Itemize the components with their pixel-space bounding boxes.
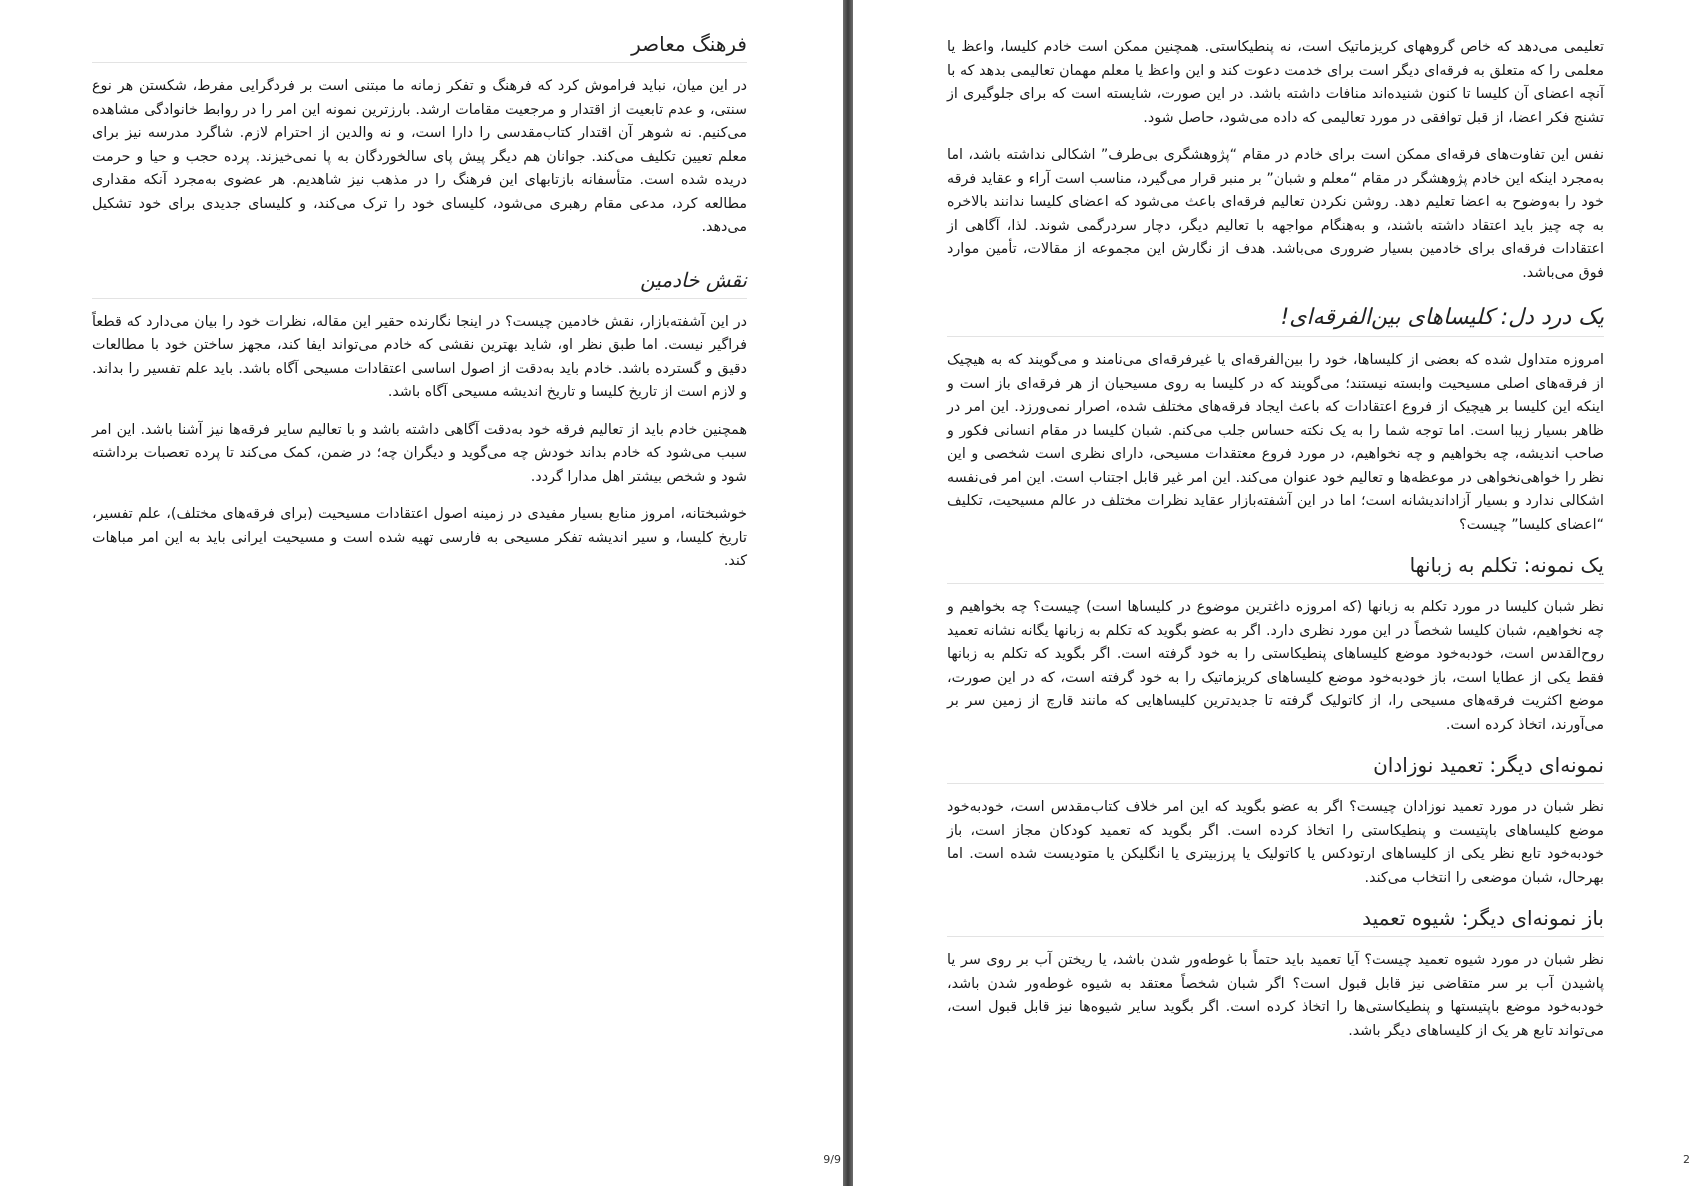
section-heading-role-of-ministers: نقش خادمین [92, 268, 747, 299]
paragraph: امروزه متداول شده که بعضی از کلیساها، خود را بین‌الفرقه‌ای یا غیرفرقه‌ای می‌نامند و می‌گویند که به هیچیک از فرقه‌های اصلی مسیحیت وابسته نیستند؛ می‌گویند که در کلیسا به روی مسیحیان از هر فرقه‌ای باز است و اینکه این کلیسا بر هیچیک از فروع اعتقادات که باعث ایجاد فرقه‌های مختلف شده، اصرار نمی‌ورزد. این امر در ظاهر بسیار زیبا است. اما توجه شما را به یک نکته حساس جلب می‌کنم. شبان کلیسا در مقام انسانی فکور و صاحب اندیشه، چه بخواهیم و چه نخواهیم، در مورد فروع معتقدات مسیحی، دارای نظری است شخصی و این نظر را خواهی‌نخواهی در موعظه‌ها و تعالیم خود عنوان می‌کند. این امر غیر قابل اجتناب است. این امر فی‌نفسه اشکالی ندارد و بسیار آزاداندیشانه است؛ اما در این آشفته‌بازار عقاید نظرات مختلف در عالم مسیحیت، تکلیف “اعضای کلیسا” چیست؟ [947, 352, 1604, 533]
section-heading-infant-baptism: نمونه‌ای دیگر: تعمید نوزادان [947, 753, 1604, 784]
left-page [0, 0, 843, 1186]
paragraph: تعلیمی می‌دهد که خاص گروههای کریزماتیک است، نه پنطیکاستی. همچنین ممکن است خادم کلیسا، واعظ یا معلمی را که متعلق به فرقه‌ای دیگر است برای خدمت دعوت کند و این واعظ یا معلم مهمان تعالیمی بدهد که با آنچه اعضای آن کلیسا تا کنون شنیده‌اند منافات داشته باشد. در این صورت، شایسته است که برای جلوگیری از تشنج فکر اعضا، از قبل توافقی در مورد تعالیمی که داده می‌شود، حاصل شود. [947, 39, 1604, 126]
paragraph: نظر شبان کلیسا در مورد تکلم به زبانها (که امروزه داغترین موضوع در کلیساها است) چیست؟ چه بخواهیم و چه نخواهیم، شبان کلیسا شخصاً در این مورد نظری دارد. اگر به عضو بگوید که تکلم به زبانها یگانه نشانه تعمید روح‌القدس است، خودبه‌خود موضع کلیساهای پنطیکاستی را به خود گرفته است. اگر بگوید که تکلم به زبانها فقط یکی از عطایا است، باز خودبه‌خود موضع کلیساهای کریزماتیک را به خود گرفته است، که در این صورت، موضع اکثریت فرقه‌های مسیحی را، از کاتولیک گرفته تا جدیدترین کلیساهایی که مانند قارچ از زمین سر بر می‌آورند، اتخاذ کرده است. [947, 599, 1604, 733]
paragraph: همچنین خادم باید از تعالیم فرقه خود به‌دقت آگاهی داشته باشد و با تعالیم سایر فرقه‌ها نیز آشنا باشد. این امر سبب می‌شود که خادم بداند خودش چه می‌گوید و دیگران چه؛ در ضمن، کمک می‌کند تا پرده تعصبات برداشته شود و شخص بیشتر اهل مدارا گردد. [92, 421, 747, 485]
page-divider [843, 0, 853, 1186]
paragraph: در این آشفته‌بازار، نقش خادمین چیست؟ در اینجا نگارنده حقیر این مقاله، نظرات خود را بیان می‌دارد که قطعاً فراگیر نیست. اما طبق نظر او، شاید بهترین نقشی که خادم می‌تواند ایفا کند، مجهز ساختن خود با مطالعات دقیق و گسترده باشد. خادم باید به‌دقت از اصول اساسی اعتقادات مسیحی آگاه باشد. باید علم تفسیر را بداند. و لازم است از تاریخ کلیسا و تاریخ اندیشه مسیحی آگاه باشد. [92, 313, 747, 400]
left-page-content [92, 32, 747, 574]
paragraph: خوشبختانه، امروز منابع بسیار مفیدی در زمینه اصول اعتقادات مسیحیت (برای فرقه‌های مختلف)، علم تفسیر، تاریخ کلیسا، و سیر اندیشه تفکر مسیحی به فارسی تهیه شده است و مسیحیت ایرانی باید به این امر مباهات کند. [92, 506, 747, 569]
section-heading-speaking-in-tongues: یک نمونه: تکلم به زبانها [947, 553, 1604, 584]
page-number: 2 [1683, 1153, 1690, 1166]
section-heading-baptism-method: باز نمونه‌ای دیگر: شیوه تعمید [947, 906, 1604, 937]
right-page [853, 0, 1690, 1186]
paragraph: نفس این تفاوت‌های فرقه‌ای ممکن است برای خادم در مقام “پژوهشگری بی‌طرف” اشکالی نداشته باشد، اما به‌مجرد اینکه این خادم پژوهشگر در مقام “معلم و شبان” بر منبر قرار می‌گیرد، مناسب است آراء و عقاید فرقه خود را به‌وضوح به اعضا تعلیم دهد. روشن نکردن تعالیم فرقه‌ای باعث می‌شود که اعضای کلیسا ندانند بالاخره به چه چیز باید اعتقاد داشته باشند، و به‌هنگام مواجهه با تعالیم دیگر، دچار سردرگمی شوند. لذا، آگاهی از اعتقادات فرقه‌ای برای خادمین بسیار ضروری می‌باشد. هدف از نگارش این مجموعه از مقالات، تأمین موارد فوق می‌باشد. [947, 147, 1604, 281]
paragraph: نظر شبان در مورد شیوه تعمید چیست؟ آیا تعمید باید حتماً با غوطه‌ور شدن باشد، یا ریختن آب بر روی سر یا پاشیدن آب بر سر متقاضی نیز قابل قبول است؟ اگر شبان شخصاً معتقد به شیوه غوطه‌ور شدن باشد، خودبه‌خود موضع باپتیستها و پنطیکاستی‌ها را اتخاذ کرده است. اگر بگوید سایر شیوه‌ها نیز قابل قبول است، می‌تواند تابع هر یک از کلیساهای دیگر باشد. [947, 952, 1604, 1039]
paragraph: نظر شبان در مورد تعمید نوزادان چیست؟ اگر به عضو بگوید که این امر خلاف کتاب‌مقدس است، خودبه‌خود موضع کلیساهای باپتیست و پنطیکاستی را اتخاذ کرده است. اگر بگوید که تعمید کودکان مجاز است، باز خودبه‌خود تابع نظر یکی از کلیساهای ارتودکس یا کاتولیک یا پرزبیتری یا انگلیکن یا متودیست شده است. اما بهرحال، شبان موضعی را انتخاب می‌کند. [947, 799, 1604, 886]
section-heading-interdenominational: یک درد دل: کلیساهای بین‌الفرقه‌ای! [947, 305, 1604, 337]
paragraph: در این میان، نباید فراموش کرد که فرهنگ و تفکر زمانه ما مبتنی است بر فردگرایی مفرط، شکستن هر نوع سنتی، و عدم تابعیت از اقتدار و مرجعیت مقامات ارشد. بارزترین نمونه این امر را در روابط خانوادگی مشاهده می‌کنیم. نه شوهر آن اقتدار کتاب‌مقدسی را دارا است، و نه والدین از احترام لازم. شاگرد مدرسه نیز برای معلم تعیین تکلیف می‌کند. جوانان هم دیگر پیش پای سالخوردگان به پا نمی‌خیزند. پرده حجب و حیا و حرمت دریده شده است. متأسفانه بازتابهای این فرهنگ را در مذهب نیز شاهدیم. هر عضوی به‌مجرد آنکه مقداری مطالعه کرد، مدعی مقام رهبری می‌شود، کلیسای خود را ترک می‌کند، و کلیسای جدیدی برای خود تشکیل می‌دهد. [92, 78, 747, 235]
page-number: 9/9 [823, 1153, 841, 1166]
right-page-content [947, 36, 1604, 1043]
section-heading-contemporary-culture: فرهنگ معاصر [92, 32, 747, 63]
